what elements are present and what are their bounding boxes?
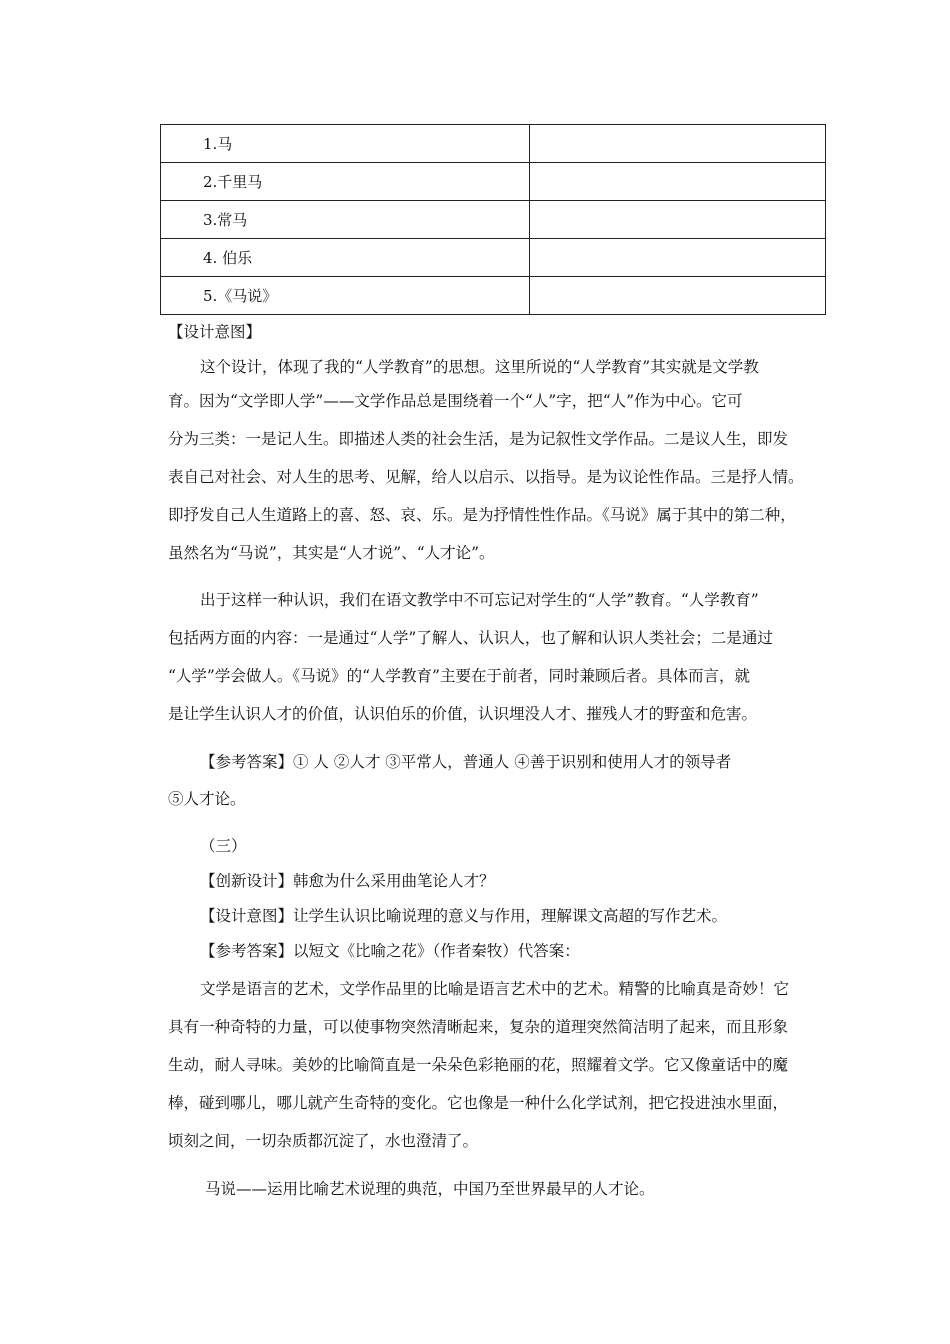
table-row [161, 239, 826, 277]
paragraph-line: 文学是语言的艺术，文学作品里的比喻是语言艺术中的艺术。精警的比喻真是奇妙！它 [200, 980, 790, 998]
table-row [161, 201, 826, 239]
paragraph-line: 出于这样一种认识，我们在语文教学中不可忘记对学生的“人学”教育。“人学教育” [200, 591, 759, 609]
design-intent-line: 【设计意图】让学生认识比喻说理的意义与作用，理解课文高超的写作艺术。 [200, 907, 728, 925]
table-cell-label: 5.《马说》 [161, 277, 530, 315]
table-cell-answer [530, 163, 826, 201]
table-cell-label: 3.常马 [161, 201, 530, 239]
table-row [161, 277, 826, 315]
paragraph-line: 虽然名为“马说”，其实是“人才说”、“人才论”。 [168, 544, 495, 562]
paragraph-line: 这个设计，体现了我的“人学教育”的思想。这里所说的“人学教育”其实就是文学教 [200, 358, 759, 376]
reference-answer-line: 【参考答案】以短文《比喻之花》（作者秦牧）代答案： [200, 942, 580, 960]
paragraph-line: 即抒发自己人生道路上的喜、怒、哀、乐。是为抒情性性作品。《马说》属于其中的第二种， [168, 506, 796, 524]
table-cell-answer [530, 239, 826, 277]
table-cell-label: 2.千里马 [161, 163, 530, 201]
section-heading: （三） [200, 837, 247, 855]
table-cell-label: 1.马 [161, 125, 530, 163]
table-row [161, 125, 826, 163]
table-cell-label: 4. 伯乐 [161, 239, 530, 277]
paragraph-line: 包括两方面的内容：一是通过“人学”了解人、认识人，也了解和认识人类社会；二是通过 [168, 629, 773, 647]
closing-line: 马说——运用比喻艺术说理的典范，中国乃至世界最早的人才论。 [205, 1180, 655, 1198]
table-row [161, 163, 826, 201]
answer-table [160, 124, 826, 315]
paragraph-line: 顷刻之间，一切杂质都沉淀了，水也澄清了。 [168, 1132, 479, 1150]
paragraph-line: 是让学生认识人才的价值，认识伯乐的价值，认识埋没人才、摧残人才的野蛮和危害。 [168, 705, 758, 723]
table-cell-answer [530, 201, 826, 239]
innovation-design-line: 【创新设计】韩愈为什么采用曲笔论人才？ [200, 872, 495, 890]
table-cell-answer [530, 277, 826, 315]
reference-answer-line: 【参考答案】① 人 ②人才 ③平常人，普通人 ④善于识别和使用人才的领导者 [200, 753, 732, 771]
heading-design-intent: 【设计意图】 [168, 323, 262, 341]
paragraph-line: 生动，耐人寻味。美妙的比喻简直是一朵朵色彩艳丽的花，照耀着文学。它又像童话中的魔 [168, 1056, 789, 1074]
reference-answer-line: ⑤人才论。 [168, 790, 246, 808]
paragraph-line: 具有一种奇特的力量，可以使事物突然清晰起来，复杂的道理突然简洁明了起来，而且形象 [168, 1018, 789, 1036]
table-cell-answer [530, 125, 826, 163]
paragraph-line: 育。因为“文学即人学”——文学作品总是围绕着一个“人”字，把“人”作为中心。它可 [168, 392, 743, 410]
paragraph-line: 表自己对社会、对人生的思考、见解，给人以启示、以指导。是为议论性作品。三是抒人情。 [168, 468, 804, 486]
paragraph-line: 分为三类：一是记人生。即描述人类的社会生活，是为记叙性文学作品。二是议人生，即发 [168, 430, 789, 448]
paragraph-line: 棒，碰到哪儿，哪儿就产生奇特的变化。它也像是一种什么化学试剂，把它投进浊水里面， [168, 1094, 789, 1112]
paragraph-line: “人学”学会做人。《马说》的“人学教育”主要在于前者，同时兼顾后者。具体而言，就 [168, 667, 750, 685]
